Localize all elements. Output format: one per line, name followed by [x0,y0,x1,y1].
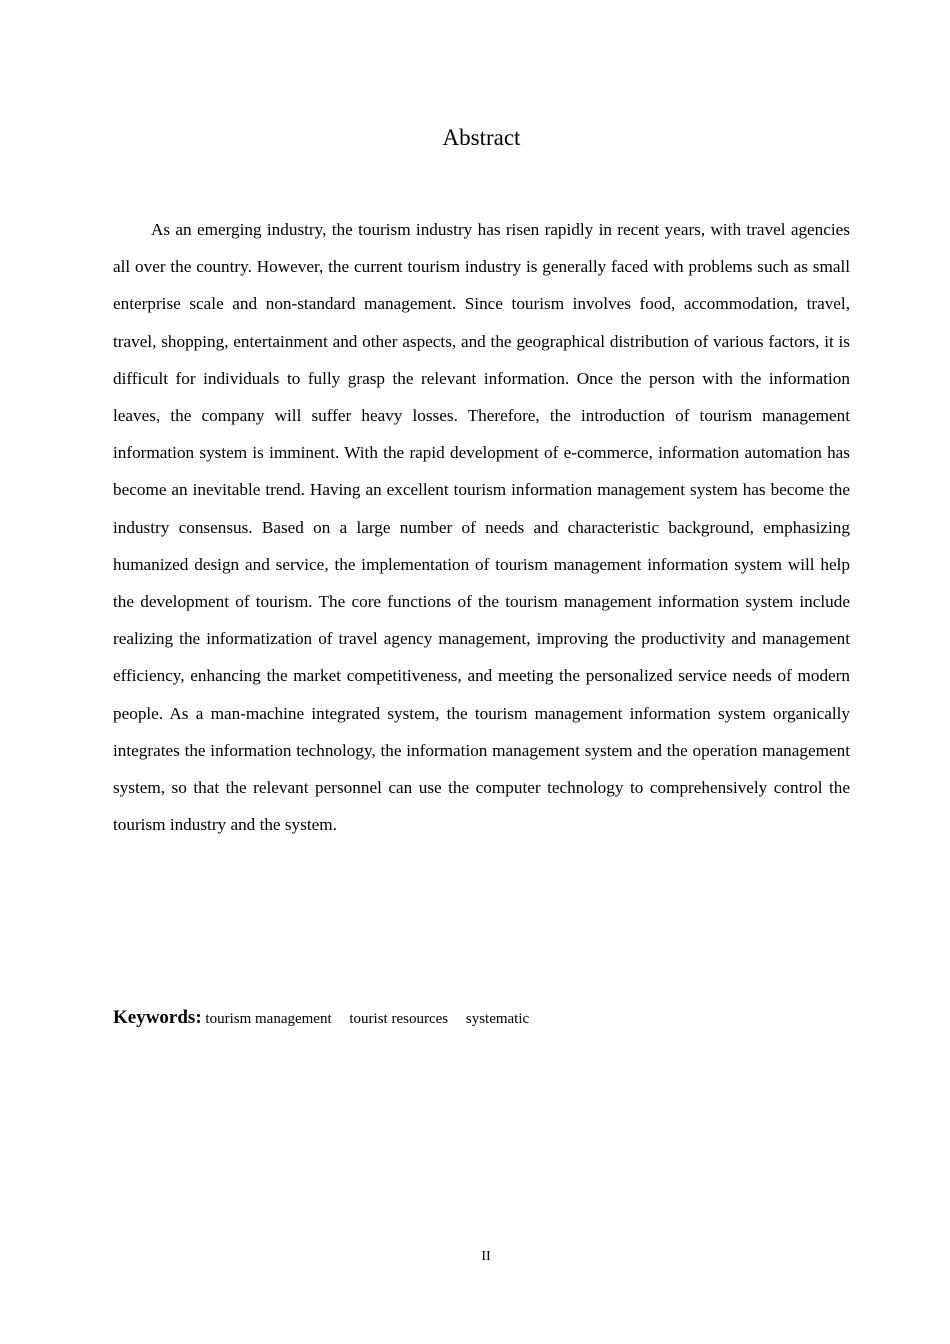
keywords-line [113,1003,543,1034]
abstract-title: Abstract [442,125,521,150]
keywords-label: Keywords: [113,1007,202,1028]
abstract-paragraph: As an emerging industry, the tourism industry has risen rapidly in recent years, with travel agencies all over the country. However, the current tourism industry is generally faced with problems such as small enterprise scale and non-standard management. Since tourism involves food, accommodation, travel, travel, shopping, entertainment and other aspects, and the geographical distribution of various factors, it is difficult for individuals to fully grasp the relevant information. Once the person with the information leaves, the company will suffer heavy losses. Therefore, the introduction of tourism management information system is imminent. With the rapid development of e-commerce, information automation has become an inevitable trend. Having an excellent tourism information management system has become the industry consensus. Based on a large number of needs and characteristic background, emphasizing humanized design and service, the implementation of tourism management information system will help the development of tourism. The core functions of the tourism management information system include realizing the informatization of travel agency management, improving the productivity and management efficiency, enhancing the market competitiveness, and meeting the personalized service needs of modern people. As a man-machine integrated system, the tourism management information system organically integrates the information technology, the information management system and the operation management system, so that the relevant personnel can use the computer technology to comprehensively control the tourism industry and the system. [113,220,850,835]
keyword-item: tourism management [205,1011,332,1027]
keyword-item: tourist resources [349,1011,449,1027]
page-number: II [481,1249,491,1264]
keyword-item: systematic [465,1011,530,1027]
